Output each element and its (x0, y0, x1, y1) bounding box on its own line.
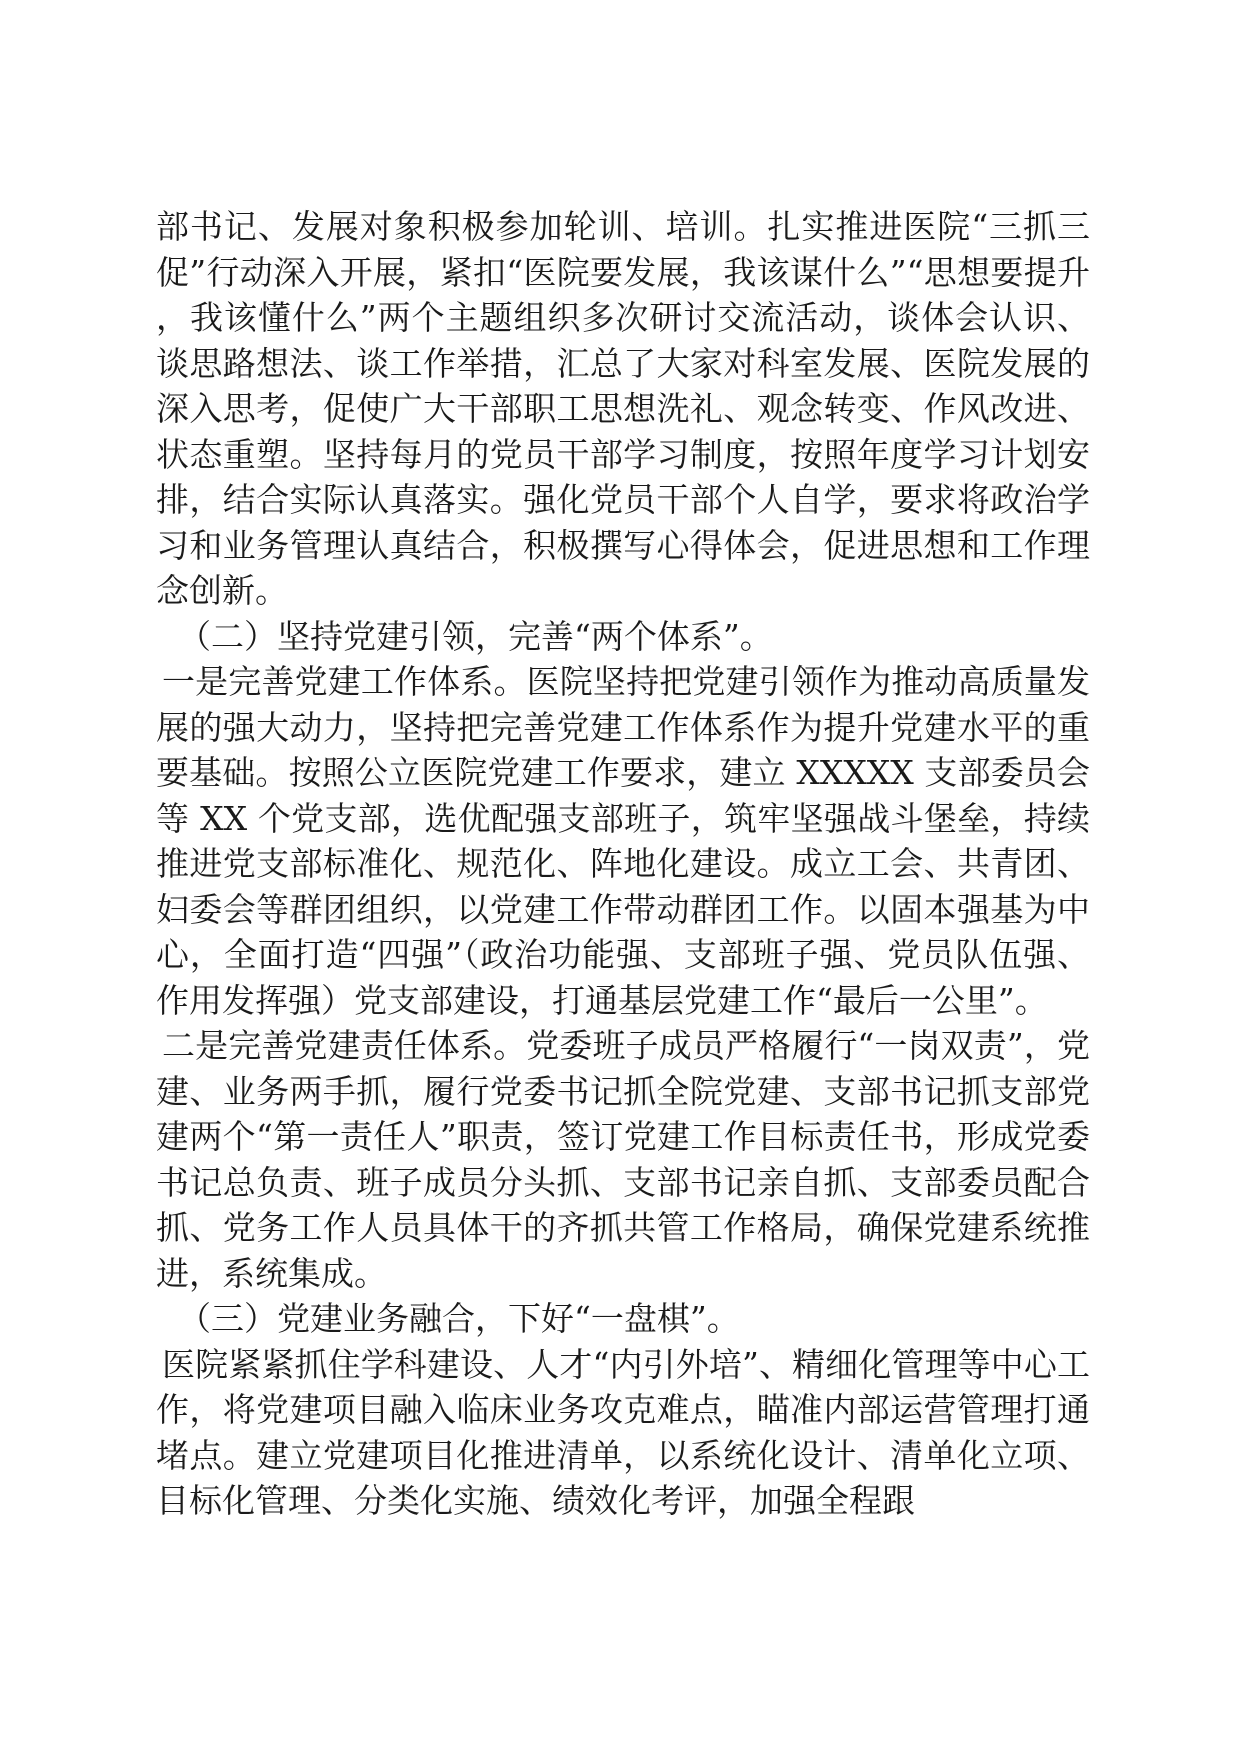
paragraph-integration: 医院紧紧抓住学科建设、人才“内引外培”、精细化管理等中心工作，将党建项目融入临床业务攻克难点，瞄准内部运营管理打通堵点。建立党建项目化推进清单，以系统化设计、清单化立项、目标化管理、分类化实施、绩效化考评，加强全程跟 (156, 1344, 1090, 1520)
section-heading-integration: （三）党建业务融合，下好“一盘棋”。 (178, 1299, 740, 1338)
paragraph-study-continuation: 部书记、发展对象积极参加轮训、培训。扎实推进医院“三抓三促”行动深入开展，紧扣“医院要发展，我该谋什么”“思想要提升，我该懂什么”两个主题组织多次研讨交流活动，谈体会认识、谈思路想法、谈工作举措，汇总了大家对科室发展、医院发展的深入思考，促使广大干部职工思想洗礼、观念转变、作风改进、状态重塑。坚持每月的党员干部学习制度，按照年度学习计划安排，结合实际认真落实。强化党员干部个人自学，要求将政治学习和业务管理认真结合，积极撰写心得体会，促进思想和工作理念创新。 (156, 207, 1090, 610)
paragraph-party-responsibility-system: 二是完善党建责任体系。党委班子成员严格履行“一岗双责”，党建、业务两手抓，履行党委书记抓全院党建、支部书记抓支部党建两个“第一责任人”职责，签订党建工作目标责任书，形成党委书记总负责、班子成员分头抓、支部书记亲自抓、支部委员配合抓、党务工作人员具体干的齐抓共管工作格局，确保党建系统推进，系统集成。 (156, 1026, 1090, 1293)
paragraph-party-work-system: 一是完善党建工作体系。医院坚持把党建引领作为推动高质量发展的强大动力，坚持把完善党建工作体系作为提升党建水平的重要基础。按照公立医院党建工作要求，建立 XXXXX 支部委员会等 XX 个党支部，选优配强支部班子，筑牢坚强战斗堡垒，持续推进党支部标准化、规范化、阵地化建设。成立工会、共青团、妇委会等群团组织，以党建工作带动群团工作。以固本强基为中心，全面打造“四强”（政治功能强、支部班子强、党员队伍强、作用发挥强）党支部建设，打通基层党建工作“最后一公里”。 (156, 662, 1090, 1020)
document-body (156, 204, 1090, 1524)
section-heading-two-systems: （二）坚持党建引领，完善“两个体系”。 (178, 616, 773, 656)
